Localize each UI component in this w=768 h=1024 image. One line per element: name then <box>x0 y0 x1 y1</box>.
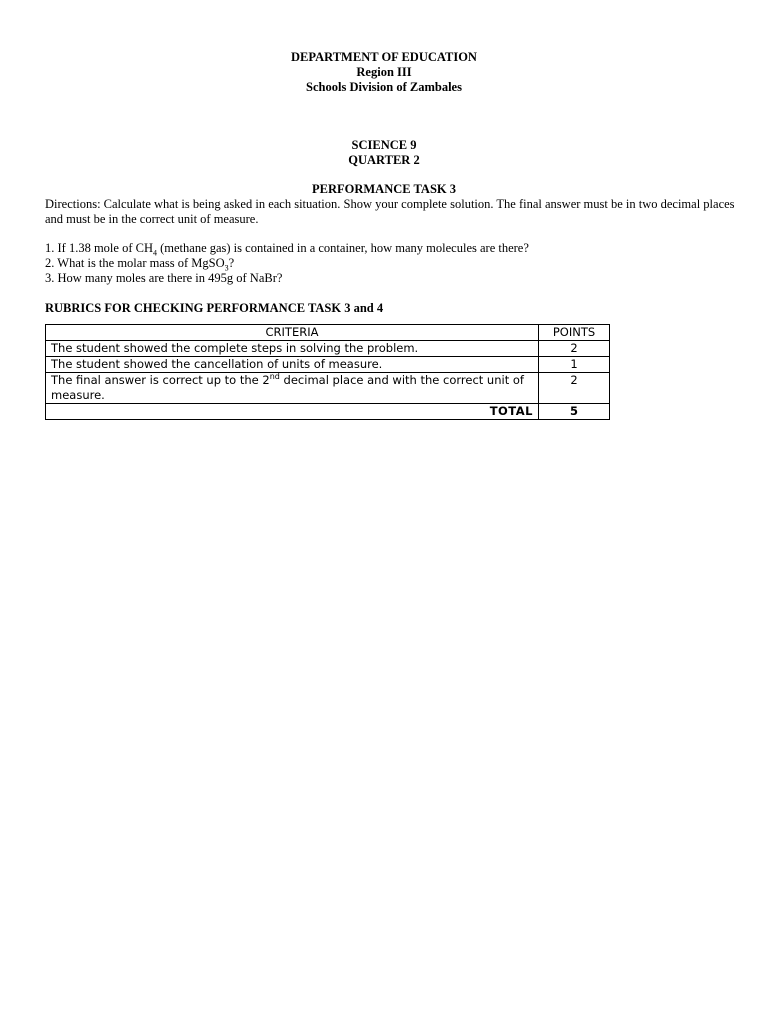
criteria-cell: The student showed the complete steps in solving the problem. <box>46 341 539 357</box>
points-cell: 1 <box>539 357 610 373</box>
total-row <box>46 404 610 420</box>
subject-name: SCIENCE 9 <box>351 138 417 152</box>
header-department: DEPARTMENT OF EDUCATION <box>291 50 477 64</box>
task-title: PERFORMANCE TASK 3 <box>312 182 456 196</box>
table-row <box>46 357 610 373</box>
directions-text: Directions: Calculate what is being asked in each situation. Show your complete solution. The final answer must be in two decimal places and must be in the correct unit of measure. <box>45 197 735 226</box>
header-region: Region III <box>356 65 412 79</box>
question-1: 1. If 1.38 mole of $CH_4$ (methane gas) is contained in a container, how many molecules are there? <box>45 241 529 258</box>
points-cell: 2 <box>539 373 610 404</box>
total-label: TOTAL <box>46 404 539 420</box>
total-points: 5 <box>539 404 610 420</box>
question-list <box>45 241 735 286</box>
table-header-row <box>46 325 610 341</box>
subject-block <box>0 138 768 168</box>
table-row <box>46 373 610 404</box>
header-division: Schools Division of Zambales <box>306 80 462 94</box>
points-cell: 2 <box>539 341 610 357</box>
question-2: 2. What is the molar mass of MgSO$_3$? <box>45 256 235 273</box>
document-header <box>0 50 768 95</box>
question-3: 3. How many moles are there in 495g of NaBr? <box>45 271 283 285</box>
subject-quarter: QUARTER 2 <box>348 153 420 167</box>
table-row <box>46 341 610 357</box>
criteria-header: CRITERIA <box>46 325 539 341</box>
rubric-title: RUBRICS FOR CHECKING PERFORMANCE TASK 3 and 4 <box>45 301 384 315</box>
points-header: POINTS <box>539 325 610 341</box>
criteria-cell: The student showed the cancellation of units of measure. <box>46 357 539 373</box>
criteria-cell: The final answer is correct up to the 2nd decimal place and with the correct unit of measure. <box>46 373 539 404</box>
rubric-table <box>45 324 610 420</box>
